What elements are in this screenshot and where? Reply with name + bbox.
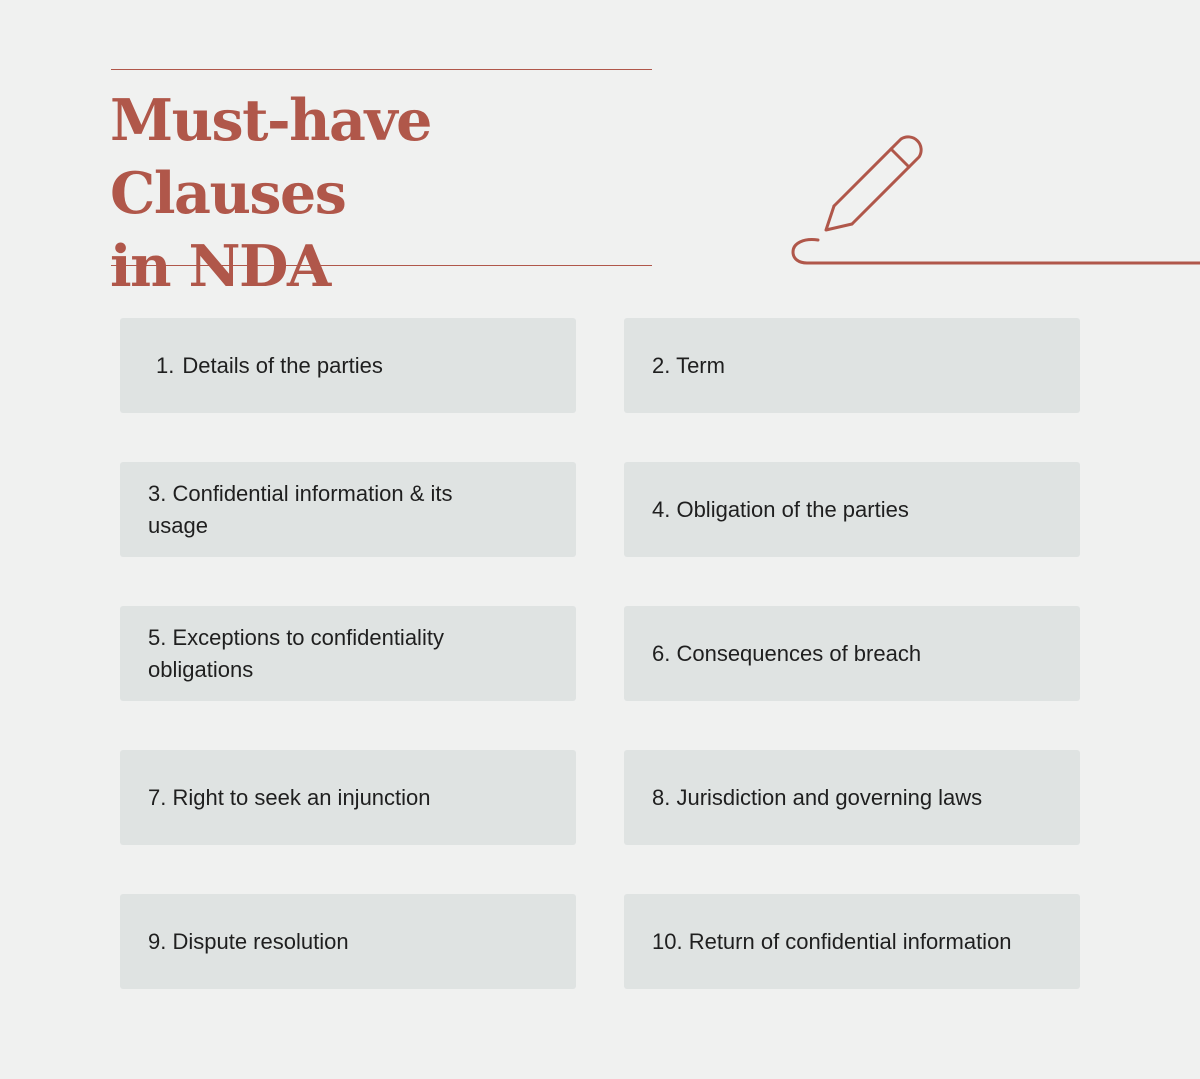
clause-number: 1. — [156, 352, 175, 378]
clause-text: 9. Dispute resolution — [148, 928, 349, 954]
page-title — [110, 84, 670, 303]
clause-text: 7. Right to seek an injunction — [148, 784, 431, 810]
clause-card-8 — [624, 750, 1080, 845]
page-title-line-2: in NDA — [110, 233, 330, 300]
pencil-icon — [780, 130, 1200, 275]
clause-card-10 — [624, 894, 1080, 989]
clause-text: 4. Obligation of the parties — [652, 496, 909, 522]
page-title-line-1: Must-have Clauses — [110, 87, 431, 227]
title-top-divider — [111, 69, 652, 70]
clause-text: Details of the parties — [182, 352, 383, 378]
clause-text: 8. Jurisdiction and governing laws — [652, 784, 983, 810]
clause-card-9 — [120, 894, 576, 989]
clause-card-4 — [624, 462, 1080, 557]
clause-text: 3. Confidential information & its usage — [148, 480, 453, 538]
clause-text: 5. Exceptions to confidentiality obligations — [148, 624, 444, 682]
clause-card-2 — [624, 318, 1080, 413]
clause-card-3 — [120, 462, 576, 557]
clause-card-6 — [624, 606, 1080, 701]
title-bottom-divider — [111, 265, 652, 266]
clause-card-1 — [120, 318, 576, 413]
clause-card-7 — [120, 750, 576, 845]
clause-text: 2. Term — [652, 352, 725, 378]
clause-text: 6. Consequences of breach — [652, 640, 922, 666]
clause-card-5 — [120, 606, 576, 701]
clause-text: 10. Return of confidential information — [652, 928, 1012, 954]
